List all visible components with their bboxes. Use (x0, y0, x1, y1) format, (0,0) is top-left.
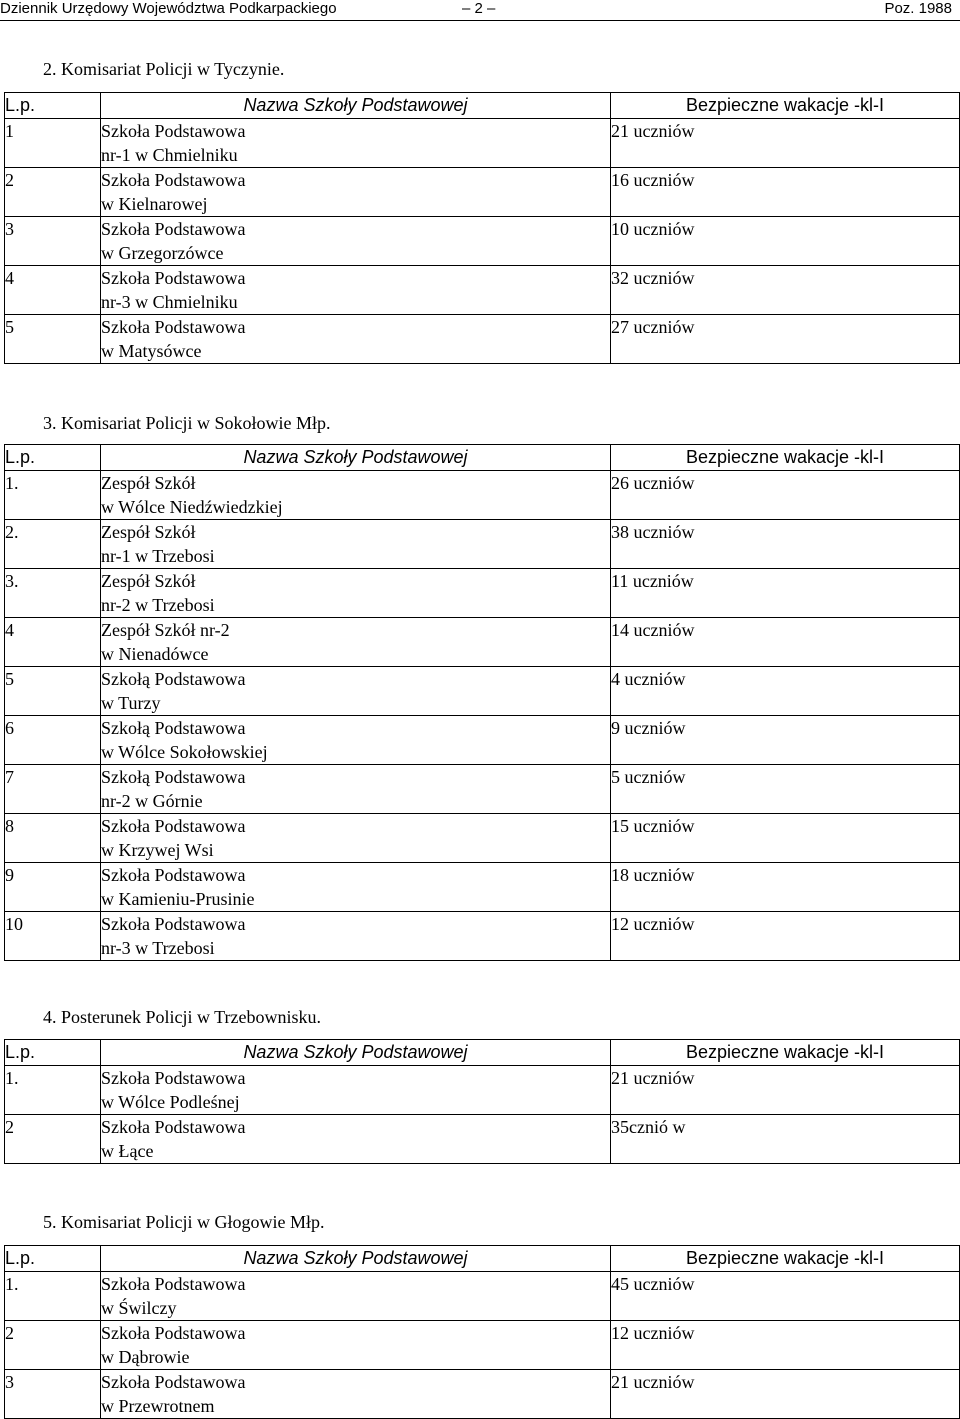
student-count: 11 uczniów (611, 569, 960, 618)
school-name-cell (101, 618, 611, 667)
school-name-line1: Szkoła Podstawowa (101, 1323, 246, 1343)
school-name-line1: Szkoła Podstawowa (101, 914, 246, 934)
school-name-line2: nr-3 w Chmielniku (101, 292, 238, 312)
school-name-line2: w Nienadówce (101, 644, 209, 664)
school-name-cell (101, 520, 611, 569)
school-name-line2: nr-2 w Trzebosi (101, 595, 215, 615)
section-title: 3. Komisariat Policji w Sokołowie Młp. (43, 413, 331, 433)
table-header-row (5, 93, 960, 119)
school-name-line1: Szkoła Podstawowa (101, 121, 246, 141)
school-name-line1: Zespół Szkół nr-2 (101, 620, 230, 640)
row-number: 9 (5, 863, 101, 912)
table-row (5, 168, 960, 217)
school-name-line1: Szkołą Podstawowa (101, 669, 246, 689)
table-row (5, 1115, 960, 1164)
school-name-cell (101, 912, 611, 961)
row-number: 3 (5, 217, 101, 266)
column-header-lp: L.p. (5, 1040, 101, 1066)
schools-table (4, 444, 960, 961)
column-header-lp: L.p. (5, 445, 101, 471)
row-number: 1. (5, 1272, 101, 1321)
school-name-line1: Szkoła Podstawowa (101, 1372, 246, 1392)
column-header-name: Nazwa Szkoły Podstawowej (101, 1040, 611, 1066)
school-name-line1: Szkoła Podstawowa (101, 816, 246, 836)
school-name-cell (101, 1321, 611, 1370)
school-name-cell (101, 1066, 611, 1115)
school-name-line1: Szkołą Podstawowa (101, 718, 246, 738)
table-row (5, 569, 960, 618)
school-name-line2: w Świlczy (101, 1298, 177, 1318)
school-name-line2: w Grzegorzówce (101, 243, 224, 263)
school-name-line2: nr-1 w Trzebosi (101, 546, 215, 566)
student-count: 26 uczniów (611, 471, 960, 520)
row-number: 2. (5, 520, 101, 569)
row-number: 10 (5, 912, 101, 961)
column-header-count: Bezpieczne wakacje -kl-I (611, 1246, 960, 1272)
student-count: 21 uczniów (611, 1066, 960, 1115)
section-title: 5. Komisariat Policji w Głogowie Młp. (43, 1212, 325, 1232)
student-count: 14 uczniów (611, 618, 960, 667)
column-header-name: Nazwa Szkoły Podstawowej (101, 445, 611, 471)
table-header-row (5, 445, 960, 471)
school-name-line1: Szkoła Podstawowa (101, 865, 246, 885)
school-name-line1: Zespół Szkół (101, 522, 196, 542)
school-name-cell (101, 863, 611, 912)
school-name-cell (101, 667, 611, 716)
row-number: 6 (5, 716, 101, 765)
school-name-line1: Szkoła Podstawowa (101, 1117, 246, 1137)
school-name-line2: w Kamieniu-Prusinie (101, 889, 255, 909)
school-name-line1: Szkoła Podstawowa (101, 170, 246, 190)
school-name-line2: w Turzy (101, 693, 161, 713)
table-row (5, 266, 960, 315)
school-name-line2: nr-1 w Chmielniku (101, 145, 238, 165)
column-header-count: Bezpieczne wakacje -kl-I (611, 445, 960, 471)
student-count: 27 uczniów (611, 315, 960, 364)
table-row (5, 667, 960, 716)
school-name-cell (101, 1115, 611, 1164)
table-row (5, 1321, 960, 1370)
journal-title: Dziennik Urzędowy Województwa Podkarpackiego (0, 0, 337, 17)
page-header (0, 0, 960, 21)
school-name-line2: w Krzywej Wsi (101, 840, 214, 860)
school-name-line2: w Łące (101, 1141, 154, 1161)
page-number: – 2 – (462, 0, 496, 17)
school-name-line1: Szkoła Podstawowa (101, 1068, 246, 1088)
student-count: 15 uczniów (611, 814, 960, 863)
table-header-row (5, 1246, 960, 1272)
school-name-line1: Szkoła Podstawowa (101, 268, 246, 288)
student-count: 16 uczniów (611, 168, 960, 217)
row-number: 5 (5, 315, 101, 364)
school-name-cell (101, 471, 611, 520)
student-count: 32 uczniów (611, 266, 960, 315)
row-number: 5 (5, 667, 101, 716)
schools-table (4, 1039, 960, 1164)
school-name-line2: w Wólce Sokołowskiej (101, 742, 268, 762)
school-name-line1: Szkoła Podstawowa (101, 1274, 246, 1294)
row-number: 1. (5, 471, 101, 520)
school-name-cell (101, 168, 611, 217)
column-header-count: Bezpieczne wakacje -kl-I (611, 93, 960, 119)
table-row (5, 716, 960, 765)
school-name-line2: nr-2 w Górnie (101, 791, 203, 811)
row-number: 3. (5, 569, 101, 618)
school-name-cell (101, 569, 611, 618)
table-row (5, 1066, 960, 1115)
student-count: 9 uczniów (611, 716, 960, 765)
table-row (5, 863, 960, 912)
table-row (5, 1370, 960, 1419)
school-name-line1: Szkołą Podstawowa (101, 767, 246, 787)
school-name-line1: Szkoła Podstawowa (101, 317, 246, 337)
position-number: Poz. 1988 (884, 0, 952, 17)
student-count: 38 uczniów (611, 520, 960, 569)
student-count: 12 uczniów (611, 1321, 960, 1370)
row-number: 1. (5, 1066, 101, 1115)
table-row (5, 1272, 960, 1321)
school-name-line2: w Wólce Podleśnej (101, 1092, 240, 1112)
school-name-line1: Zespół Szkół (101, 473, 196, 493)
column-header-lp: L.p. (5, 93, 101, 119)
school-name-line2: w Matysówce (101, 341, 202, 361)
school-name-line2: w Dąbrowie (101, 1347, 190, 1367)
row-number: 2 (5, 1321, 101, 1370)
student-count: 12 uczniów (611, 912, 960, 961)
table-row (5, 217, 960, 266)
student-count: 5 uczniów (611, 765, 960, 814)
row-number: 3 (5, 1370, 101, 1419)
table-row (5, 618, 960, 667)
row-number: 7 (5, 765, 101, 814)
school-name-line1: Szkoła Podstawowa (101, 219, 246, 239)
school-name-cell (101, 814, 611, 863)
school-name-cell (101, 765, 611, 814)
table-row (5, 119, 960, 168)
column-header-lp: L.p. (5, 1246, 101, 1272)
table-row (5, 765, 960, 814)
school-name-line2: w Wólce Niedźwiedzkiej (101, 497, 283, 517)
school-name-cell (101, 217, 611, 266)
row-number: 2 (5, 1115, 101, 1164)
row-number: 4 (5, 618, 101, 667)
school-name-cell (101, 315, 611, 364)
table-header-row (5, 1040, 960, 1066)
column-header-name: Nazwa Szkoły Podstawowej (101, 1246, 611, 1272)
table-row (5, 912, 960, 961)
student-count: 4 uczniów (611, 667, 960, 716)
student-count: 35cznió w (611, 1115, 960, 1164)
column-header-name: Nazwa Szkoły Podstawowej (101, 93, 611, 119)
student-count: 10 uczniów (611, 217, 960, 266)
school-name-line2: w Kielnarowej (101, 194, 208, 214)
table-row (5, 471, 960, 520)
row-number: 2 (5, 168, 101, 217)
school-name-line2: w Przewrotnem (101, 1396, 215, 1416)
schools-table (4, 92, 960, 364)
student-count: 21 uczniów (611, 1370, 960, 1419)
school-name-cell (101, 266, 611, 315)
row-number: 1 (5, 119, 101, 168)
school-name-cell (101, 716, 611, 765)
table-row (5, 814, 960, 863)
section-title: 4. Posterunek Policji w Trzebownisku. (43, 1007, 322, 1027)
school-name-line1: Zespół Szkół (101, 571, 196, 591)
section-title: 2. Komisariat Policji w Tyczynie. (43, 59, 285, 79)
school-name-cell (101, 119, 611, 168)
schools-table (4, 1245, 960, 1419)
student-count: 18 uczniów (611, 863, 960, 912)
school-name-cell (101, 1272, 611, 1321)
row-number: 8 (5, 814, 101, 863)
school-name-line2: nr-3 w Trzebosi (101, 938, 215, 958)
column-header-count: Bezpieczne wakacje -kl-I (611, 1040, 960, 1066)
table-row (5, 520, 960, 569)
student-count: 21 uczniów (611, 119, 960, 168)
row-number: 4 (5, 266, 101, 315)
student-count: 45 uczniów (611, 1272, 960, 1321)
school-name-cell (101, 1370, 611, 1419)
table-row (5, 315, 960, 364)
